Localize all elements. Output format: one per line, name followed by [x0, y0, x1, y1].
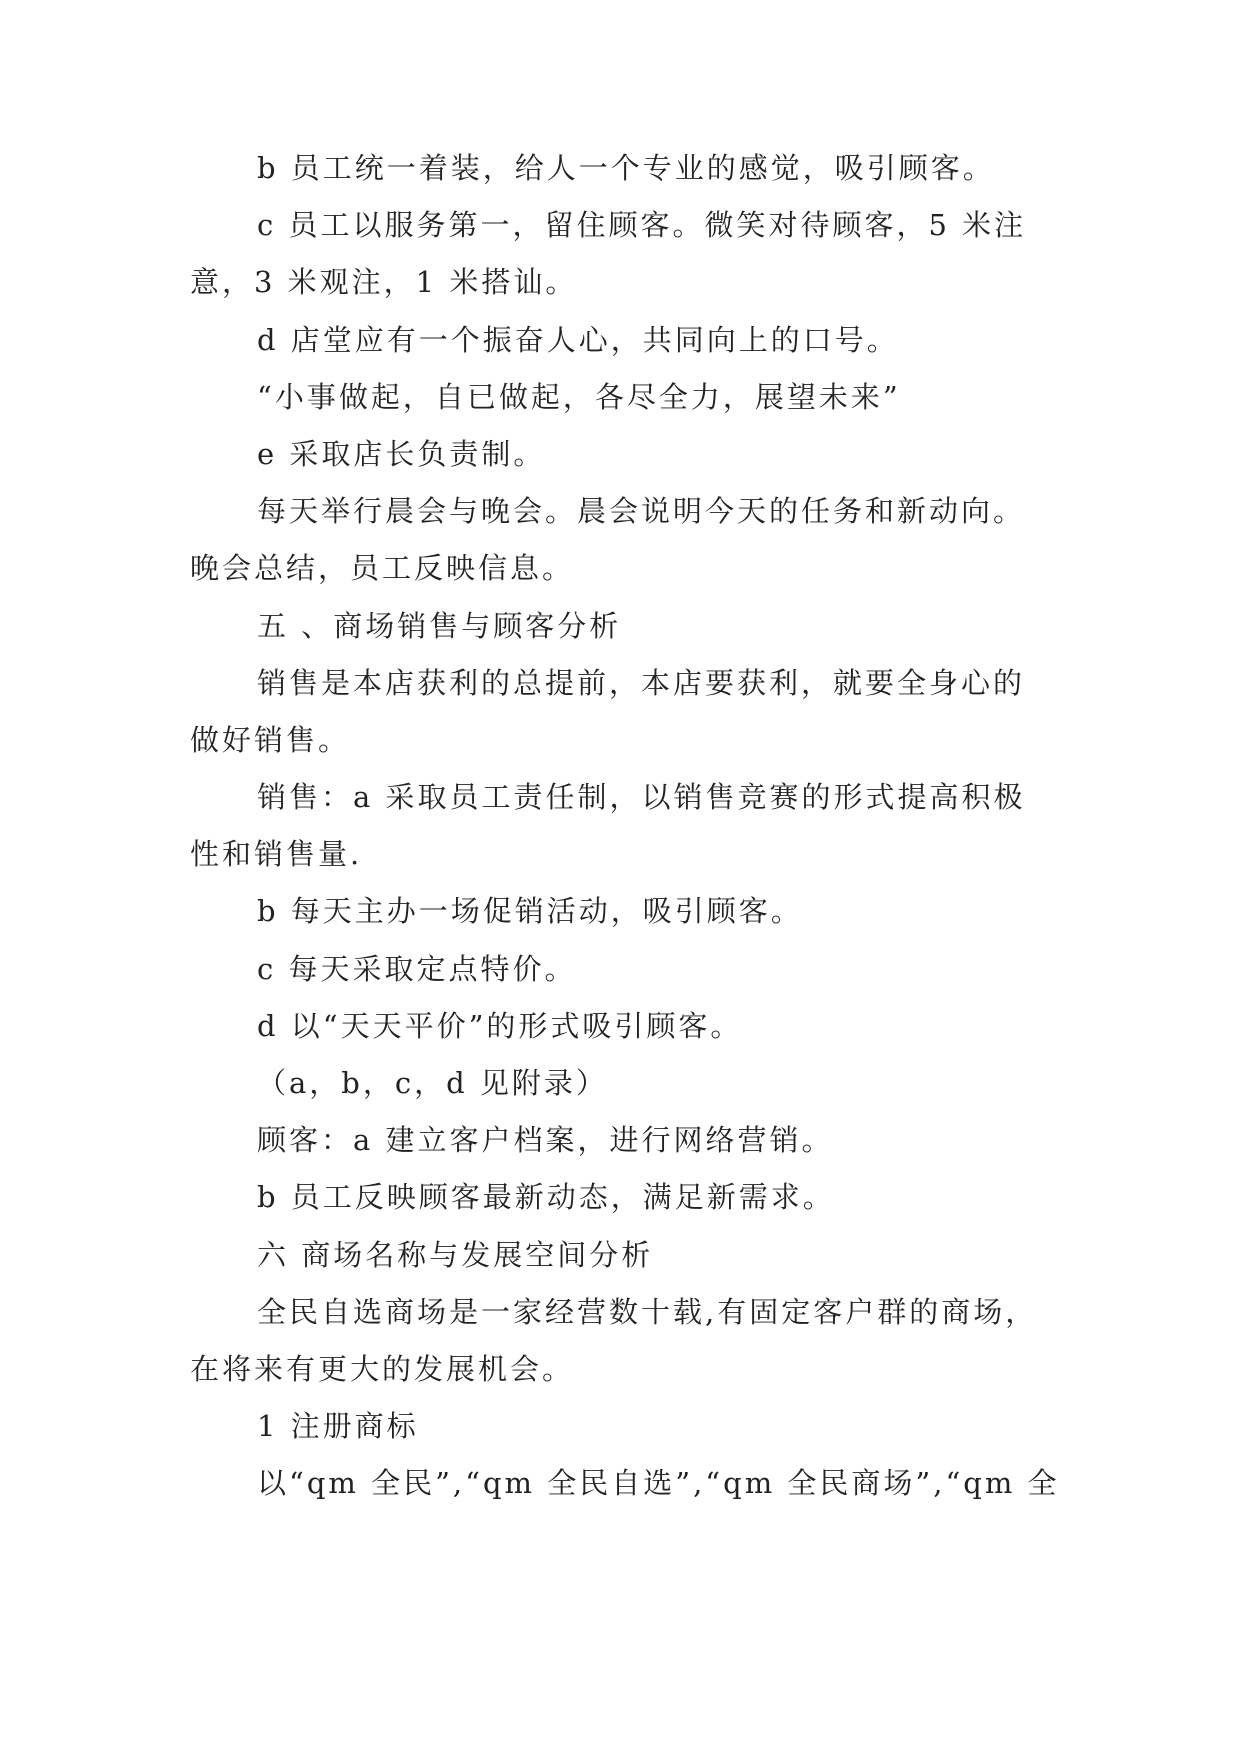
paragraph-line: b 员工统一着装，给人一个专业的感觉，吸引顾客。 [257, 151, 995, 185]
paragraph-line: e 采取店长负责制。 [257, 437, 546, 471]
paragraph-line: d 以“天天平价”的形式吸引顾客。 [257, 1009, 743, 1043]
paragraph-line: 销售：a 采取员工责任制，以销售竞赛的形式提高积极 [257, 780, 1026, 814]
paragraph-line: c 每天采取定点特价。 [257, 952, 577, 986]
slogan-line: “小事做起，自已做起，各尽全力，展望未来” [257, 380, 901, 414]
paragraph-line: b 员工反映顾客最新动态，满足新需求。 [257, 1180, 835, 1214]
paragraph-line: 意，3 米观注，1 米搭讪。 [190, 265, 578, 299]
paragraph-line: b 每天主办一场促销活动，吸引顾客。 [257, 894, 803, 928]
paragraph-line: 在将来有更大的发展机会。 [190, 1352, 575, 1386]
paragraph-line: 顾客：a 建立客户档案，进行网络营销。 [257, 1123, 834, 1157]
paragraph-line: 全民自选商场是一家经营数十载,有固定客户群的商场， [257, 1295, 1038, 1329]
paragraph-line: c 员工以服务第一，留住顾客。微笑对待顾客，5 米注 [257, 208, 1027, 242]
section-heading: 五 、商场销售与顾客分析 [257, 609, 622, 643]
paragraph-line: d 店堂应有一个振奋人心，共同向上的口号。 [257, 323, 899, 357]
paragraph-line: 销售是本店获利的总提前，本店要获利，就要全身心的 [257, 666, 1026, 700]
paragraph-line: 晚会总结，员工反映信息。 [190, 551, 575, 585]
paragraph-line: 做好销售。 [190, 723, 351, 757]
section-heading: 六 商场名称与发展空间分析 [257, 1238, 654, 1272]
paragraph-line: 每天举行晨会与晚会。晨会说明今天的任务和新动向。 [257, 494, 1026, 528]
paragraph-line: （a，b，c，d 见附录） [257, 1066, 608, 1100]
paragraph-line: 以“qm 全民”,“qm 全民自选”,“qm 全民商场”,“qm 全 [257, 1466, 1060, 1500]
subsection-heading: 1 注册商标 [257, 1409, 419, 1443]
paragraph-line: 性和销售量. [190, 837, 363, 871]
